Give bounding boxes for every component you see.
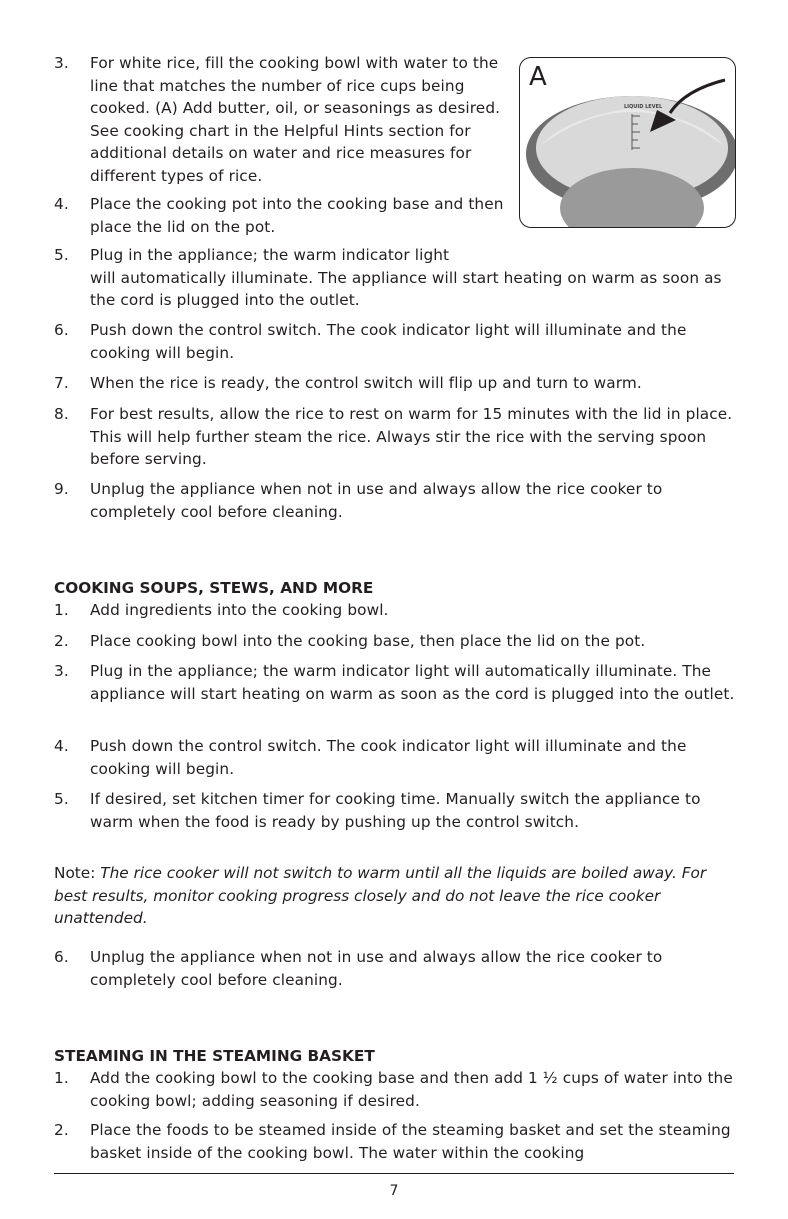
list-item bbox=[54, 403, 744, 471]
item-text: For best results, allow the rice to rest on warm for 15 minutes with the lid in place. This will help further steam the rice. Always stir the rice with the serving spoon before serving. bbox=[90, 405, 733, 469]
item-text: For white rice, fill the cooking bowl with water to the line that matches the number of rice cups being cooked. (A) Add butter, oil, or seasonings as desired. See cooking chart in the Helpful Hints section for additional details on water and rice measures for different types of rice. bbox=[90, 54, 501, 185]
item-text: Place the cooking pot into the cooking base and then place the lid on the pot. bbox=[90, 195, 504, 236]
item-number: 6. bbox=[54, 321, 69, 339]
list-item bbox=[54, 52, 504, 188]
page-number: 7 bbox=[389, 1183, 399, 1199]
list-item bbox=[54, 1067, 744, 1112]
item-text: Place the foods to be steamed inside of the steaming basket and set the steaming basket inside of the cooking bowl. The water within the cooking bbox=[90, 1121, 731, 1162]
note-paragraph bbox=[54, 862, 744, 930]
item-text: When the rice is ready, the control switch will flip up and turn to warm. bbox=[90, 374, 642, 392]
item-text: Push down the control switch. The cook indicator light will illuminate and the cooking will begin. bbox=[90, 737, 687, 778]
cooking-bowl-illustration bbox=[520, 58, 736, 228]
note-label: Note: bbox=[54, 864, 96, 882]
item-number: 2. bbox=[54, 1121, 69, 1139]
item-number: 8. bbox=[54, 405, 69, 423]
list-item bbox=[54, 788, 744, 833]
item-number: 5. bbox=[54, 790, 69, 808]
list-item bbox=[54, 244, 744, 312]
item-text: Push down the control switch. The cook indicator light will illuminate and the cooking will begin. bbox=[90, 321, 687, 362]
section-heading-steaming: STEAMING IN THE STEAMING BASKET bbox=[54, 1047, 375, 1065]
item-number: 6. bbox=[54, 948, 69, 966]
list-item bbox=[54, 478, 744, 523]
item-number: 4. bbox=[54, 737, 69, 755]
item-number: 1. bbox=[54, 601, 69, 619]
list-item bbox=[54, 372, 744, 395]
item-number: 2. bbox=[54, 632, 69, 650]
item-number: 7. bbox=[54, 374, 69, 392]
item-text: Place cooking bowl into the cooking base, then place the lid on the pot. bbox=[90, 632, 646, 650]
item-text: If desired, set kitchen timer for cooking time. Manually switch the appliance to warm when the food is ready by pushing up the control switch. bbox=[90, 790, 701, 831]
section-heading-soups: COOKING SOUPS, STEWS, AND MORE bbox=[54, 579, 374, 597]
list-item bbox=[54, 946, 744, 991]
item-number: 5. bbox=[54, 246, 69, 264]
list-item bbox=[54, 735, 744, 780]
item-number: 1. bbox=[54, 1069, 69, 1087]
list-item bbox=[54, 193, 504, 238]
list-item bbox=[54, 630, 744, 653]
item-number: 4. bbox=[54, 195, 69, 213]
item-text: Unplug the appliance when not in use and always allow the rice cooker to completely cool before cleaning. bbox=[90, 948, 663, 989]
item-text: Plug in the appliance; the warm indicator light will automatically illuminate. The appliance will start heating on warm as soon as the cord is plugged into the outlet. bbox=[90, 662, 735, 703]
item-number: 3. bbox=[54, 54, 69, 72]
list-item bbox=[54, 660, 744, 705]
list-item bbox=[54, 319, 744, 364]
note-text: The rice cooker will not switch to warm until all the liquids are boiled away. For best results, monitor cooking progress closely and do not leave the rice cooker unattended. bbox=[54, 864, 707, 928]
list-item bbox=[54, 1119, 744, 1164]
item-number: 9. bbox=[54, 480, 69, 498]
list-item bbox=[54, 599, 744, 622]
footer-divider bbox=[54, 1173, 734, 1174]
liquid-level-label: LIQUID LEVEL bbox=[624, 104, 663, 110]
figure-label: A bbox=[529, 62, 547, 92]
item-text: Unplug the appliance when not in use and always allow the rice cooker to completely cool before cleaning. bbox=[90, 480, 663, 521]
figure-a-illustration bbox=[519, 57, 736, 228]
item-number: 3. bbox=[54, 662, 69, 680]
item-text: Plug in the appliance; the warm indicator light will automatically illuminate. The appliance will start heating on warm as soon as the cord is plugged into the outlet. bbox=[90, 246, 722, 310]
item-text: Add ingredients into the cooking bowl. bbox=[90, 601, 389, 619]
item-text: Add the cooking bowl to the cooking base and then add 1 ½ cups of water into the cooking bowl; adding seasoning if desired. bbox=[90, 1069, 733, 1110]
